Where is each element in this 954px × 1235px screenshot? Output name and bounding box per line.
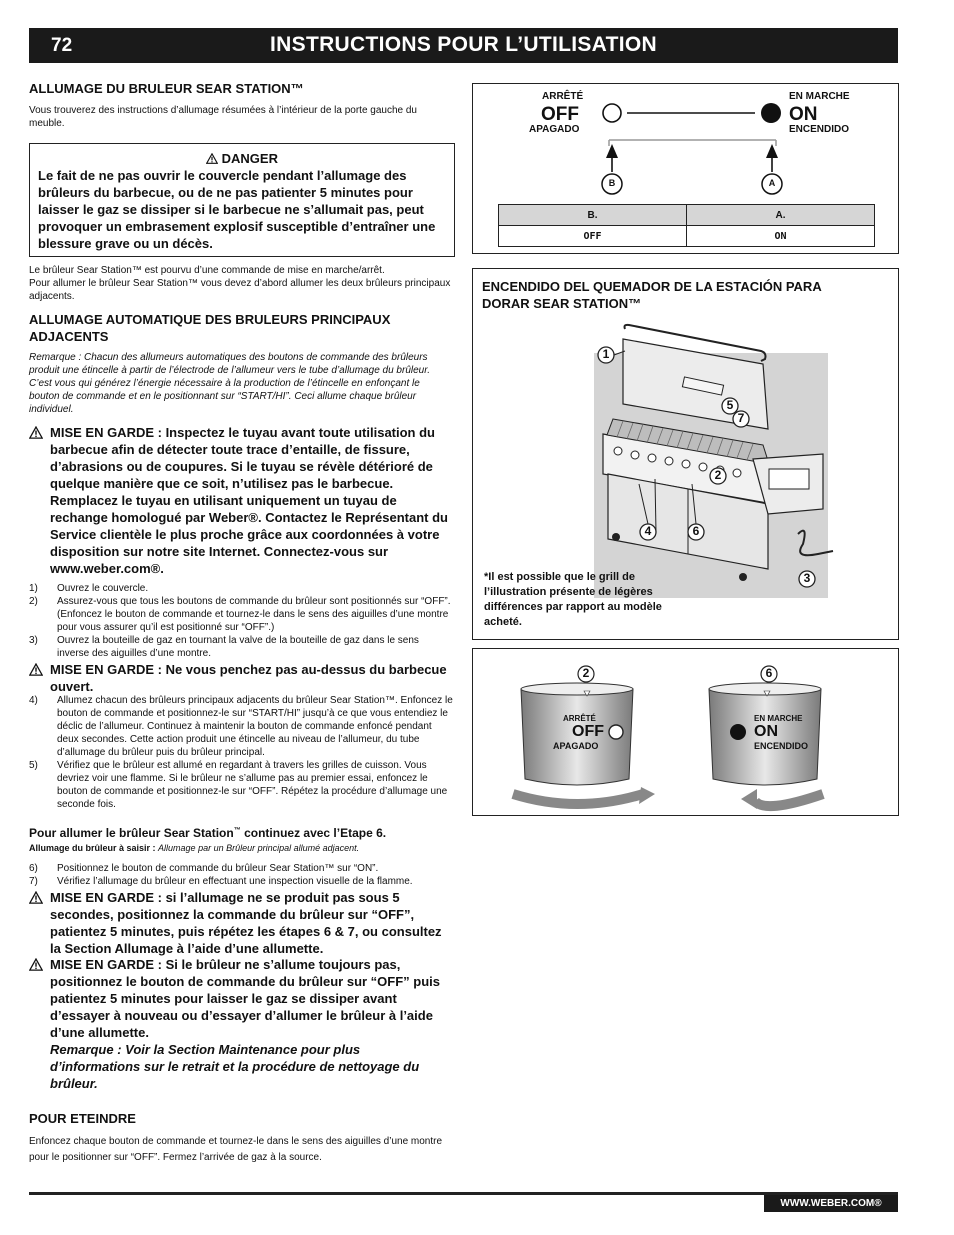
warning-still-off — [29, 956, 453, 1092]
knob-off-fr: ARRÊTÉ — [563, 714, 596, 723]
callout-1: 1 — [602, 347, 610, 361]
grill-figure-note: *Il est possible que le grill de l’illustration présente de légères différences par rapport au modèle acheté. — [484, 571, 662, 628]
danger-text: Le fait de ne pas ouvrir le couvercle pendant l’allumage des brûleurs du barbecue, ou de ne pas patienter 5 minutes pour laisser le gaz se dissiper si le barbecue ne s’allumait pas, peut provoquer un embrasement explosif susceptible d’entraîner une blessure grave ou un décès. — [38, 168, 436, 251]
callout-b: B — [608, 178, 616, 188]
sear-intro-1: Le brûleur Sear Station™ est pourvu d’une commande de mise en marche/arrêt. — [29, 265, 385, 276]
on-label: ON — [789, 104, 818, 125]
knob-diagram — [472, 648, 899, 816]
warning-lean — [29, 661, 453, 695]
off-label-es: APAGADO — [529, 124, 580, 135]
danger-box — [29, 143, 455, 257]
callout-a: A — [768, 178, 776, 188]
callout-6: 6 — [692, 524, 700, 538]
knob-off: OFF — [572, 723, 604, 740]
callout-3: 3 — [803, 571, 811, 585]
warning-triangle-icon — [29, 663, 43, 676]
knob-off-es: APAGADO — [553, 741, 599, 751]
callout-2: 2 — [714, 468, 722, 482]
callout-4: 4 — [644, 524, 652, 538]
off-label: OFF — [541, 104, 579, 125]
callout-7: 7 — [737, 411, 745, 425]
warning-hose — [29, 424, 453, 577]
warning-still-off-text: MISE EN GARDE : Si le brûleur ne s’allume toujours pas, positionnez le bouton de commande du brûleur sur “OFF” puis patientez 5 minutes pour laisser le gaz se dissiper avant d’essayer à nouveau ou d’essayer d’allumer le brûleur à l’aide d’une allumette. — [50, 957, 441, 1040]
table-header: A. — [687, 205, 875, 226]
switch-table — [498, 204, 875, 247]
knob-left-number: 2 — [582, 666, 590, 680]
list-item: 6) Positionnez le bouton de commande du brûleur Sear Station™ sur “ON”. — [29, 863, 379, 874]
page-header — [29, 28, 898, 63]
knob-on: ON — [754, 723, 778, 740]
callout-5: 5 — [726, 398, 734, 412]
steps-1-3 — [29, 582, 453, 660]
on-label-es: ENCENDIDO — [789, 124, 850, 135]
list-item: 3) Ouvrez la bouteille de gaz en tournant la valve de la bouteille de gaz dans le sens inverse des aiguilles d’une montre. — [29, 635, 419, 659]
footer-url: WWW.WEBER.COM® — [764, 1195, 898, 1212]
switch-diagram — [472, 83, 899, 254]
table-row: OFF ON — [499, 226, 875, 247]
warning-hose-text: MISE EN GARDE : Inspectez le tuyau avant toute utilisation du barbecue afin de détecter toute trace d’entaille, de fissure, d’abrasions ou de coupures. Si le tuyau se révèle détérioré de quelque manière que ce soit, n’utilisez pas le barbecue. Remplacez le tuyau en utilisant uniquement un tuyau de rechange homologué par Weber®. Contactez le Représentant du Service clientèle le plus proche grâce aux coordonnées à votre disposition sur notre site Internet. Connectez-vous sur www.weber.com®. — [50, 425, 448, 576]
intro-text: Vous trouverez des instructions d’allumage résumées à l’intérieur de la porte gauche du meuble. — [29, 105, 417, 129]
list-item: 2) Assurez-vous que tous les boutons de commande du brûleur sont positionnés sur “OFF”. (Enfoncez le bouton de commande et tournez-le dans le sens des aiguilles d’une montre pour vous assurer qu’il est positionné sur “OFF”.) — [29, 596, 451, 633]
on-label-fr: EN MARCHE — [789, 91, 850, 102]
sear-continue-sub: Allumage du brûleur à saisir : Allumage par un Brûleur principal allumé adjacent. — [29, 843, 360, 853]
sear-intro-2: Pour allumer le brûleur Sear Station™ vous devez d’abord allumer les deux brûleurs principaux adjacents. — [29, 278, 451, 302]
maintenance-note: Remarque : Voir la Section Maintenance pour plus d’informations sur le retrait et la procédure de nettoyage du brûleur. — [50, 1042, 420, 1091]
auto-ignition-note: Remarque : Chacun des allumeurs automatiques des boutons de commande des brûleurs produit une étincelle à partir de l’électrode de l’allumeur vers le tube d’allumage du brûleur. C’est vous qui générez l’énergie nécessaire à la production de l’étincelle en enfonçant le bouton de commande et en le positionnant sur “START/HI”. Ceci allume chaque brûleur individuel. — [29, 352, 430, 415]
heading-turn-off: POUR ETEINDRE — [29, 1111, 136, 1126]
sear-continue-heading: Pour allumer le brûleur Sear Station™ continuez avec l’Etape 6. — [29, 826, 387, 840]
table-header: B. — [499, 205, 687, 226]
page-number: 72 — [51, 35, 73, 56]
list-item: 5) Vérifiez que le brûleur est allumé en regardant à travers les grilles de cuisson. Vous devriez voir une flamme. Si le brûleur ne s’allume pas au premier essai, enfoncez le bouton de commande et positionnez-le sur “OFF”. Répétez la procédure d’allumage une seconde fois. — [29, 760, 448, 810]
warning-5-seconds-text: MISE EN GARDE : si l’allumage ne se produit pas sous 5 secondes, positionnez la commande du brûleur sur “OFF”, patientez 5 minutes, puis répétez les étapes 6 & 7, ou consultez la Section Allumage à l’aide d’une allumette. — [50, 890, 442, 956]
warning-triangle-icon — [206, 153, 218, 164]
danger-title: DANGER — [221, 151, 278, 166]
warning-lean-text: MISE EN GARDE : Ne vous penchez pas au-dessus du barbecue ouvert. — [50, 662, 447, 694]
knob-on-es: ENCENDIDO — [754, 741, 809, 751]
list-item: 4) Allumez chacun des brûleurs principaux adjacents du brûleur Sear Station™. Enfoncez le bouton de commande et positionnez-le sur “START/HI” jusqu’à ce que vous entendiez le déclic de l’allumeur. Continuez à maintenir la bouton de commande enfoncé pendant deux secondes. Cette action produit une étincelle au niveau de l’allumeur, du tube d’allumage du brûleur puis du brûleur principal. — [29, 695, 453, 758]
steps-6-7 — [29, 862, 453, 888]
warning-triangle-icon — [29, 426, 43, 439]
steps-4-5 — [29, 694, 453, 811]
heading-sear-station: ALLUMAGE DU BRULEUR SEAR STATION™ — [29, 81, 304, 96]
knob-on-fr: EN MARCHE — [754, 714, 803, 723]
knob-graphic — [473, 649, 898, 815]
grill-figure-title: ENCENDIDO DEL QUEMADOR DE LA ESTACIÓN PARA DORAR SEAR STATION™ — [482, 279, 822, 311]
turn-off-text: Enfoncez chaque bouton de commande et tournez-le dans le sens des aiguilles d’une montre pour le positionner sur “OFF”. Fermez l’arrivée de gaz à la source. — [29, 1136, 443, 1163]
list-item: 1) Ouvrez le couvercle. — [29, 583, 149, 594]
list-item: 7) Vérifiez l’allumage du brûleur en effectuant une inspection visuelle de la flamme. — [29, 876, 413, 887]
off-label-fr: ARRÊTÉ — [542, 91, 584, 102]
warning-triangle-icon — [29, 958, 43, 971]
warning-5-seconds — [29, 889, 453, 957]
page-title: INSTRUCTIONS POUR L’UTILISATION — [270, 33, 657, 56]
knob-right-number: 6 — [765, 666, 773, 680]
warning-triangle-icon — [29, 891, 43, 904]
grill-figure — [472, 268, 899, 640]
heading-auto-ignition: ALLUMAGE AUTOMATIQUE DES BRULEURS PRINCIPAUX ADJACENTS — [29, 312, 391, 344]
table-header-row — [499, 205, 875, 226]
